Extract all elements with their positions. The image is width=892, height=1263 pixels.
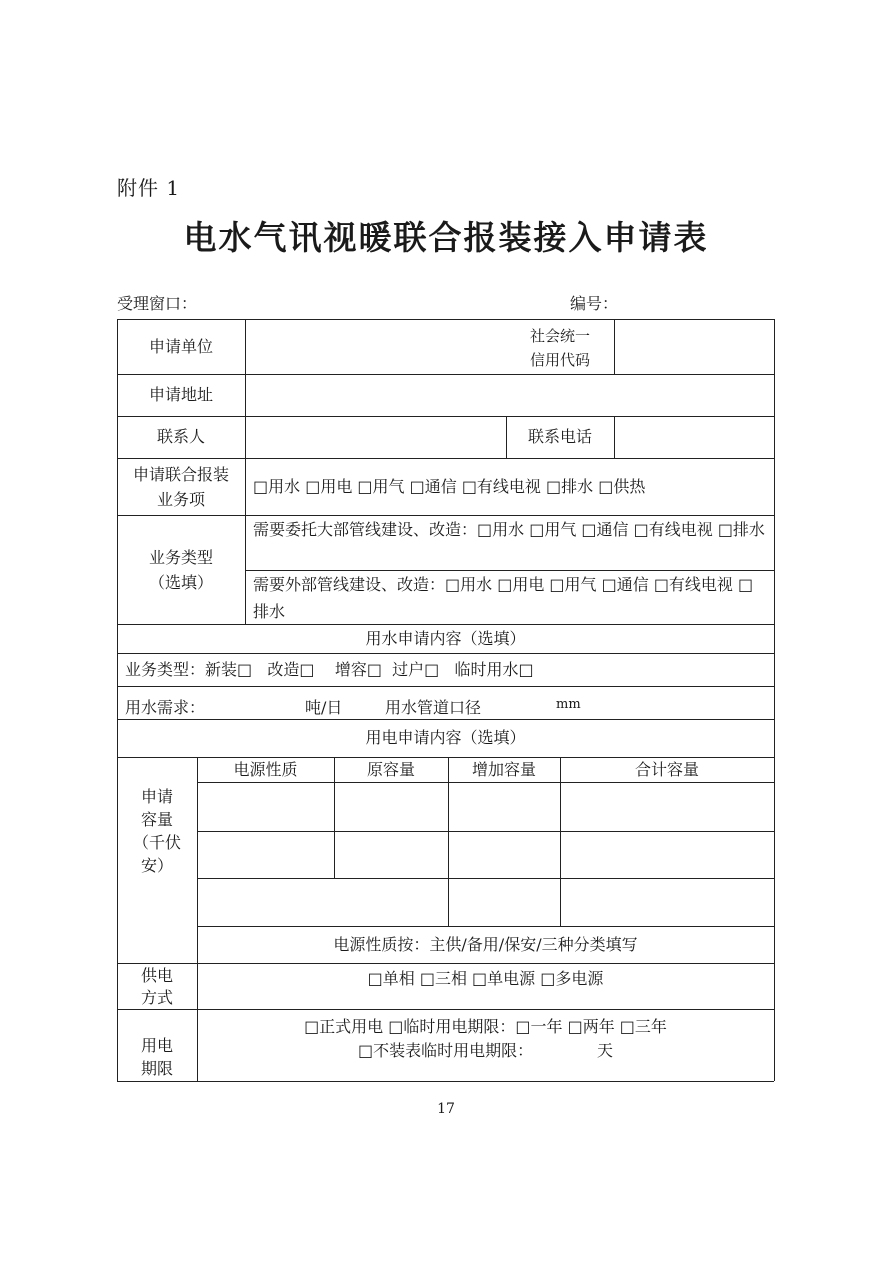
window-label: 受理窗口： [117,294,198,313]
water-type-options[interactable]: 业务类型：新装□ 改造□ 增容□ 过户□ 临时用水□ [125,659,534,679]
capacity-cell[interactable] [560,878,774,926]
number-label: 编号： [570,294,619,313]
temporary-no-meter-option[interactable]: □不装表临时用电期限： [358,1041,534,1060]
col-header-total: 合计容量 [634,759,699,779]
capacity-cell[interactable] [197,782,334,831]
supply-method-options[interactable]: □单相 □三相 □单电源 □多电源 [367,969,604,988]
col-header-original: 原容量 [366,759,415,779]
business-type-label-line2: （选填） [148,573,213,592]
business-type-label-line1: 业务类型 [148,548,213,567]
capacity-label-line4: 安） [140,856,173,875]
contact-field[interactable] [245,416,506,458]
capacity-cell[interactable] [197,878,448,926]
period-label-line2: 期限 [140,1059,173,1078]
external-pipeline-options[interactable]: 需要外部管线建设、改造：□用水 □用电 □用气 □通信 □有线电视 □排水 [253,575,754,621]
services-label-line1: 申请联合报装 [132,465,229,484]
usage-period-options[interactable]: □正式用电 □临时用电期限：□一年 □两年 □三年 [304,1017,667,1036]
services-label-line2: 业务项 [156,490,205,509]
applicant-unit-label: 申请单位 [148,336,213,356]
form-title: 电水气讯视暖联合报装接入申请表 [183,218,709,257]
water-section-title: 用水申请内容（选填） [365,628,526,648]
address-label: 申请地址 [148,385,213,404]
attachment-label: 附件 1 [117,176,181,200]
contact-label: 联系人 [156,427,205,446]
electric-section-title: 用电申请内容（选填） [365,728,526,747]
capacity-cell[interactable] [560,831,774,878]
supply-label-line1: 供电 [140,966,173,985]
usage-period-label [117,1034,197,1080]
credit-code-label-line1: 社会统一 [529,327,590,345]
capacity-cell[interactable] [448,782,560,831]
water-demand-unit: 吨/日 [305,698,343,717]
water-demand-label: 用水需求： [125,698,206,717]
capacity-cell[interactable] [448,831,560,878]
capacity-label-line3: （千伏 [132,833,181,852]
pipe-diameter-label: 用水管道口径 [385,698,482,717]
capacity-label-line2: 容量 [140,810,173,829]
capacity-cell[interactable] [334,782,448,831]
services-options[interactable]: □用水 □用电 □用气 □通信 □有线电视 □排水 □供热 [253,476,646,496]
supply-label-line2: 方式 [140,988,173,1007]
capacity-label-line1: 申请 [140,787,173,806]
supply-method-label [117,965,197,1009]
business-type-label [117,545,245,595]
services-label [117,462,245,512]
capacity-cell[interactable] [448,878,560,926]
page-number: 17 [437,1101,455,1117]
phone-label: 联系电话 [527,427,592,446]
capacity-cell[interactable] [560,782,774,831]
credit-code-label-line2: 信用代码 [529,351,590,369]
period-label-line1: 用电 [140,1036,173,1055]
capacity-label [117,785,197,877]
applicant-unit-field[interactable] [245,319,506,374]
credit-code-label [506,324,614,372]
col-header-source: 电源性质 [233,759,298,779]
source-type-note: 电源性质按：主供/备用/保安/三种分类填写 [333,934,638,954]
phone-field[interactable] [614,416,774,458]
address-field[interactable] [245,374,774,416]
credit-code-field[interactable] [614,319,774,374]
capacity-cell[interactable] [334,831,448,878]
capacity-cell[interactable] [197,831,334,878]
col-header-added: 增加容量 [471,759,536,779]
pipe-diameter-unit: mm [556,697,581,712]
internal-pipeline-options[interactable]: 需要委托大部管线建设、改造：□用水 □用气 □通信 □有线电视 □排水 [253,520,765,539]
temporary-days-unit: 天 [597,1041,614,1060]
